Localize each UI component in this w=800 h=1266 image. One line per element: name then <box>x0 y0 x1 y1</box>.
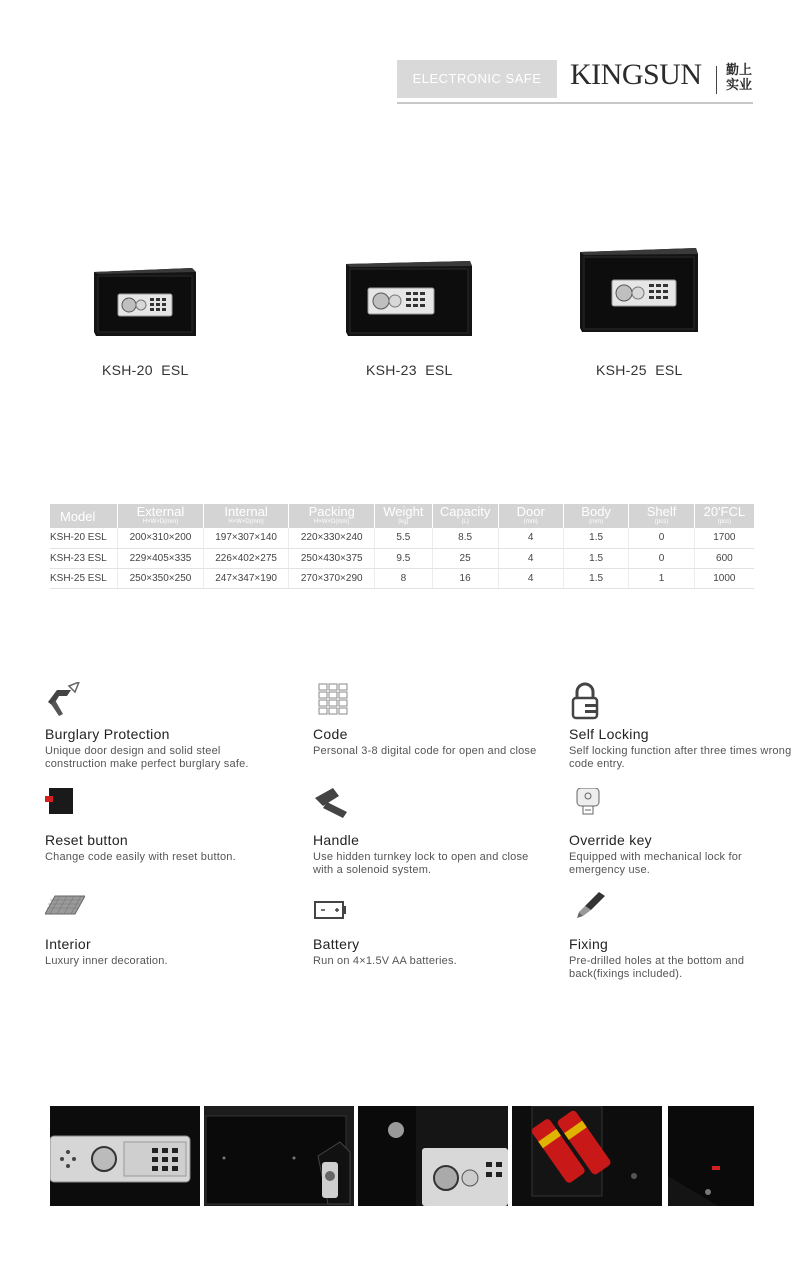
photo-battery-compartment <box>512 1106 662 1206</box>
photo-door-edge-keypad <box>358 1106 508 1206</box>
feature-title: Fixing <box>569 936 609 952</box>
table-cell: 5.5 <box>375 528 433 548</box>
feature-desc: Pre-drilled holes at the bottom and back(fixings included). <box>569 955 745 980</box>
table-cell: 1 <box>629 568 694 588</box>
photo-open-safe-interior <box>204 1106 354 1206</box>
col-fcl: 20'FCL (pcs) <box>694 504 754 528</box>
feature-title: Override key <box>569 832 652 848</box>
col-internal: Internal H×W×D(mm) <box>203 504 289 528</box>
feature-title: Handle <box>313 832 360 848</box>
feature-title: Reset button <box>45 832 128 848</box>
feature-title: Code <box>313 726 348 742</box>
feature-desc: Unique door design and solid steel construction make perfect burglary safe. <box>45 745 249 770</box>
col-door: Door (mm) <box>498 504 563 528</box>
table-cell: 4 <box>498 568 563 588</box>
category-tag: ELECTRONIC SAFE <box>397 60 557 98</box>
col-capacity: Capacity (L) <box>432 504 498 528</box>
col-shelf: Shelf (pcs) <box>629 504 694 528</box>
photo-corner-detail <box>668 1106 754 1206</box>
feature-desc: Change code easily with reset button. <box>45 851 236 863</box>
feature-desc: Personal 3-8 digital code for open and close <box>313 745 537 757</box>
table-cell: 200×310×200 <box>118 528 204 548</box>
brand-logo: KINGSUN <box>570 58 702 91</box>
table-row <box>50 568 754 588</box>
table-cell: 4 <box>498 548 563 568</box>
table-cell: 226×402×275 <box>203 548 289 568</box>
keypad-icon <box>313 682 353 722</box>
feature-desc: Luxury inner decoration. <box>45 955 168 967</box>
col-model: Model <box>50 504 118 528</box>
feature-desc: Self locking function after three times wrong code entry. <box>569 745 792 770</box>
carpet-icon <box>45 892 85 932</box>
safe-ksh25-image <box>578 246 700 334</box>
feature-desc: Run on 4×1.5V AA batteries. <box>313 955 457 967</box>
table-cell: 9.5 <box>375 548 433 568</box>
screw-icon <box>569 892 609 932</box>
key-icon <box>569 788 609 828</box>
table-cell: 1000 <box>694 568 754 588</box>
table-cell: 1700 <box>694 528 754 548</box>
product-label-ksh23: KSH-23 ESL <box>366 362 453 378</box>
spec-table-header <box>50 504 754 528</box>
hammer-icon <box>45 682 85 722</box>
table-cell: 8 <box>375 568 433 588</box>
table-cell: 270×370×290 <box>289 568 375 588</box>
battery-icon <box>313 892 353 932</box>
spec-table <box>50 504 754 589</box>
table-cell: 1.5 <box>563 568 628 588</box>
table-cell: 229×405×335 <box>118 548 204 568</box>
table-cell: 220×330×240 <box>289 528 375 548</box>
table-cell: 0 <box>629 548 694 568</box>
logo-separator <box>716 66 717 94</box>
table-cell: KSH-25 ESL <box>50 568 118 588</box>
feature-desc: Equipped with mechanical lock for emergency use. <box>569 851 742 876</box>
brand-logo-cn: 勤上实业 <box>726 63 753 93</box>
feature-title: Burglary Protection <box>45 726 170 742</box>
table-cell: 25 <box>432 548 498 568</box>
table-cell: 16 <box>432 568 498 588</box>
table-cell: KSH-20 ESL <box>50 528 118 548</box>
product-label-ksh20: KSH-20 ESL <box>102 362 189 378</box>
header-rule <box>397 102 753 104</box>
feature-desc: Use hidden turnkey lock to open and close with a solenoid system. <box>313 851 529 876</box>
safe-ksh23-image <box>344 258 474 338</box>
table-cell: 0 <box>629 528 694 548</box>
col-weight: Weight (kg) <box>375 504 433 528</box>
table-cell: KSH-23 ESL <box>50 548 118 568</box>
padlock-icon <box>569 682 609 722</box>
table-cell: 250×430×375 <box>289 548 375 568</box>
table-cell: 247×347×190 <box>203 568 289 588</box>
table-row <box>50 548 754 568</box>
col-packing: Packing H×W×D(mm) <box>289 504 375 528</box>
feature-title: Battery <box>313 936 360 952</box>
handle-icon <box>313 788 353 828</box>
col-external: External H×W×D(mm) <box>118 504 204 528</box>
product-label-ksh25: KSH-25 ESL <box>596 362 683 378</box>
photo-keypad-closeup <box>50 1106 200 1206</box>
col-body: Body (mm) <box>563 504 628 528</box>
reset-button-icon <box>45 788 85 828</box>
table-cell: 1.5 <box>563 528 628 548</box>
table-cell: 4 <box>498 528 563 548</box>
table-cell: 1.5 <box>563 548 628 568</box>
feature-title: Interior <box>45 936 91 952</box>
table-row <box>50 528 754 548</box>
table-cell: 197×307×140 <box>203 528 289 548</box>
table-cell: 600 <box>694 548 754 568</box>
feature-title: Self Locking <box>569 726 649 742</box>
table-cell: 8.5 <box>432 528 498 548</box>
table-cell: 250×350×250 <box>118 568 204 588</box>
safe-ksh20-image <box>92 266 198 338</box>
